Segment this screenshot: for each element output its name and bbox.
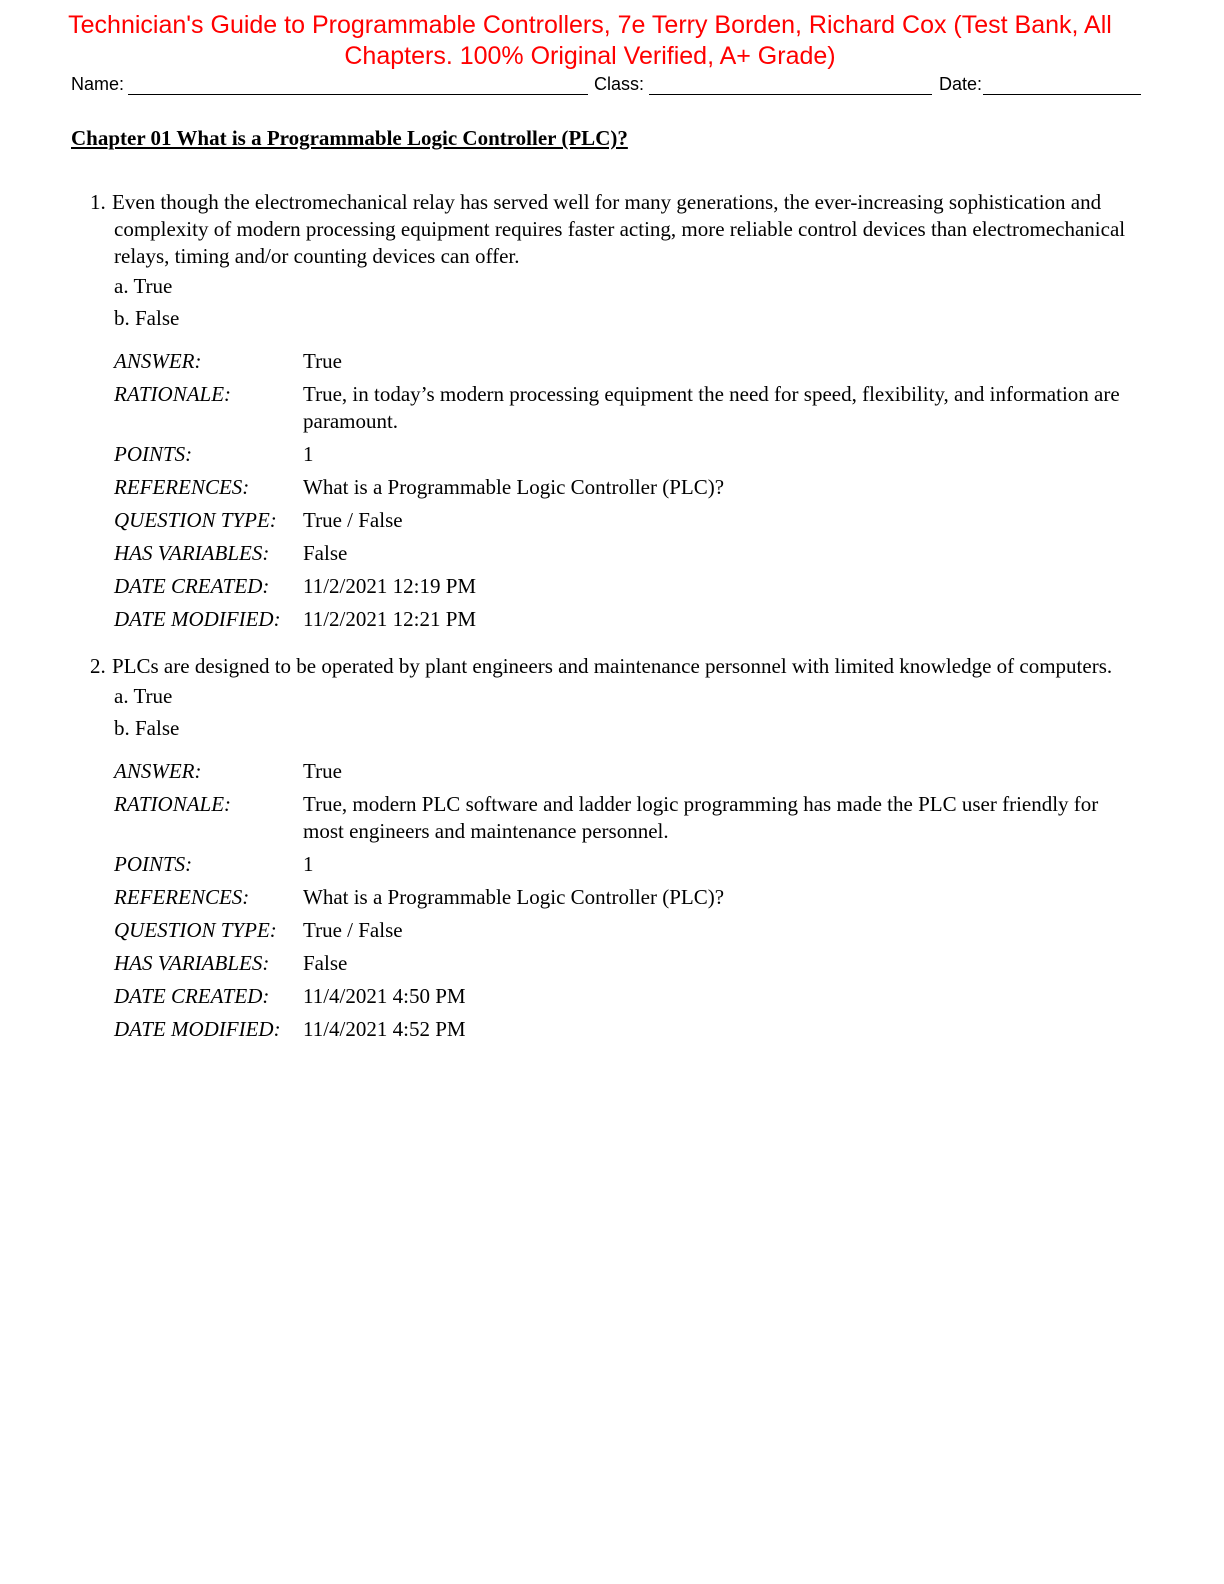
question-stem: [90, 653, 1140, 680]
points-row: [114, 851, 1140, 878]
references-row: [114, 884, 1140, 911]
name-field-line: [128, 94, 588, 95]
date-created-label: DATE CREATED:: [114, 574, 270, 598]
banner-line-1: Technician's Guide to Programmable Controllers, 7e Terry Borden, Richard Cox (Test Bank, All: [68, 11, 1112, 39]
has-variables-value: False: [303, 951, 348, 975]
question-type-value: True / False: [303, 918, 403, 942]
date-created-label: DATE CREATED:: [114, 984, 270, 1008]
question-type-row: [114, 507, 1140, 534]
date-created-value: 11/4/2021 4:50 PM: [303, 984, 466, 1008]
question-number: 1.: [90, 190, 106, 214]
option-b: b. False: [114, 716, 180, 740]
references-value: What is a Programmable Logic Controller (PLC)?: [303, 885, 725, 909]
name-label: Name:: [71, 74, 125, 94]
points-label: POINTS:: [114, 442, 193, 466]
question-type-label: QUESTION TYPE:: [114, 508, 277, 532]
banner-line-2: Chapters. 100% Original Verified, A+ Grade): [344, 42, 836, 70]
points-row: [114, 441, 1140, 468]
date-modified-value: 11/4/2021 4:52 PM: [303, 1017, 466, 1041]
question-text: PLCs are designed to be operated by plant engineers and maintenance personnel with limited knowledge of computers.: [112, 654, 1113, 678]
rationale-row: [114, 791, 1140, 845]
has-variables-value: False: [303, 541, 348, 565]
references-label: REFERENCES:: [114, 475, 250, 499]
question-metadata: [114, 348, 1140, 633]
date-modified-value: 11/2/2021 12:21 PM: [303, 607, 477, 631]
has-variables-label: HAS VARIABLES:: [114, 951, 270, 975]
answer-row: [114, 758, 1140, 785]
has-variables-row: [114, 540, 1140, 567]
chapter-title: Chapter 01 What is a Programmable Logic Controller (PLC)?: [71, 126, 628, 150]
date-created-row: [114, 983, 1140, 1010]
date-modified-label: DATE MODIFIED:: [114, 607, 281, 631]
points-value: 1: [303, 852, 314, 876]
date-modified-row: [114, 606, 1140, 633]
question-text: Even though the electromechanical relay has served well for many generations, the ever-increasing sophistication and complexity of modern processing equipment requires faster acting, more reliable control devices than electromechanical relays, timing and/or counting devices can offer.: [112, 190, 1126, 268]
student-info-row: [71, 72, 1141, 98]
question-2: [90, 653, 1140, 1049]
question-metadata: [114, 758, 1140, 1043]
references-value: What is a Programmable Logic Controller (PLC)?: [303, 475, 725, 499]
option-b: b. False: [114, 306, 180, 330]
answer-label: ANSWER:: [114, 759, 202, 783]
answer-value: True: [303, 349, 342, 373]
has-variables-label: HAS VARIABLES:: [114, 541, 270, 565]
option-a: a. True: [114, 274, 173, 298]
question-type-row: [114, 917, 1140, 944]
answer-value: True: [303, 759, 342, 783]
question-type-value: True / False: [303, 508, 403, 532]
question-stem: [90, 189, 1140, 270]
question-1: [90, 189, 1140, 639]
rationale-row: [114, 381, 1140, 435]
rationale-value: True, in today’s modern processing equipment the need for speed, flexibility, and information are paramount.: [303, 382, 1120, 433]
references-row: [114, 474, 1140, 501]
class-label: Class:: [594, 74, 645, 94]
class-field-line: [649, 94, 932, 95]
date-modified-row: [114, 1016, 1140, 1043]
date-field-line: [983, 94, 1141, 95]
date-label: Date:: [939, 74, 983, 94]
points-value: 1: [303, 442, 314, 466]
question-type-label: QUESTION TYPE:: [114, 918, 277, 942]
date-created-value: 11/2/2021 12:19 PM: [303, 574, 477, 598]
question-number: 2.: [90, 654, 106, 678]
option-a: a. True: [114, 684, 173, 708]
references-label: REFERENCES:: [114, 885, 250, 909]
points-label: POINTS:: [114, 852, 193, 876]
has-variables-row: [114, 950, 1140, 977]
document-banner: [30, 10, 1150, 72]
rationale-label: RATIONALE:: [114, 792, 232, 816]
answer-label: ANSWER:: [114, 349, 202, 373]
answer-row: [114, 348, 1140, 375]
date-modified-label: DATE MODIFIED:: [114, 1017, 281, 1041]
rationale-value: True, modern PLC software and ladder logic programming has made the PLC user friendly for most engineers and maintenance personnel.: [303, 792, 1099, 843]
rationale-label: RATIONALE:: [114, 382, 232, 406]
date-created-row: [114, 573, 1140, 600]
